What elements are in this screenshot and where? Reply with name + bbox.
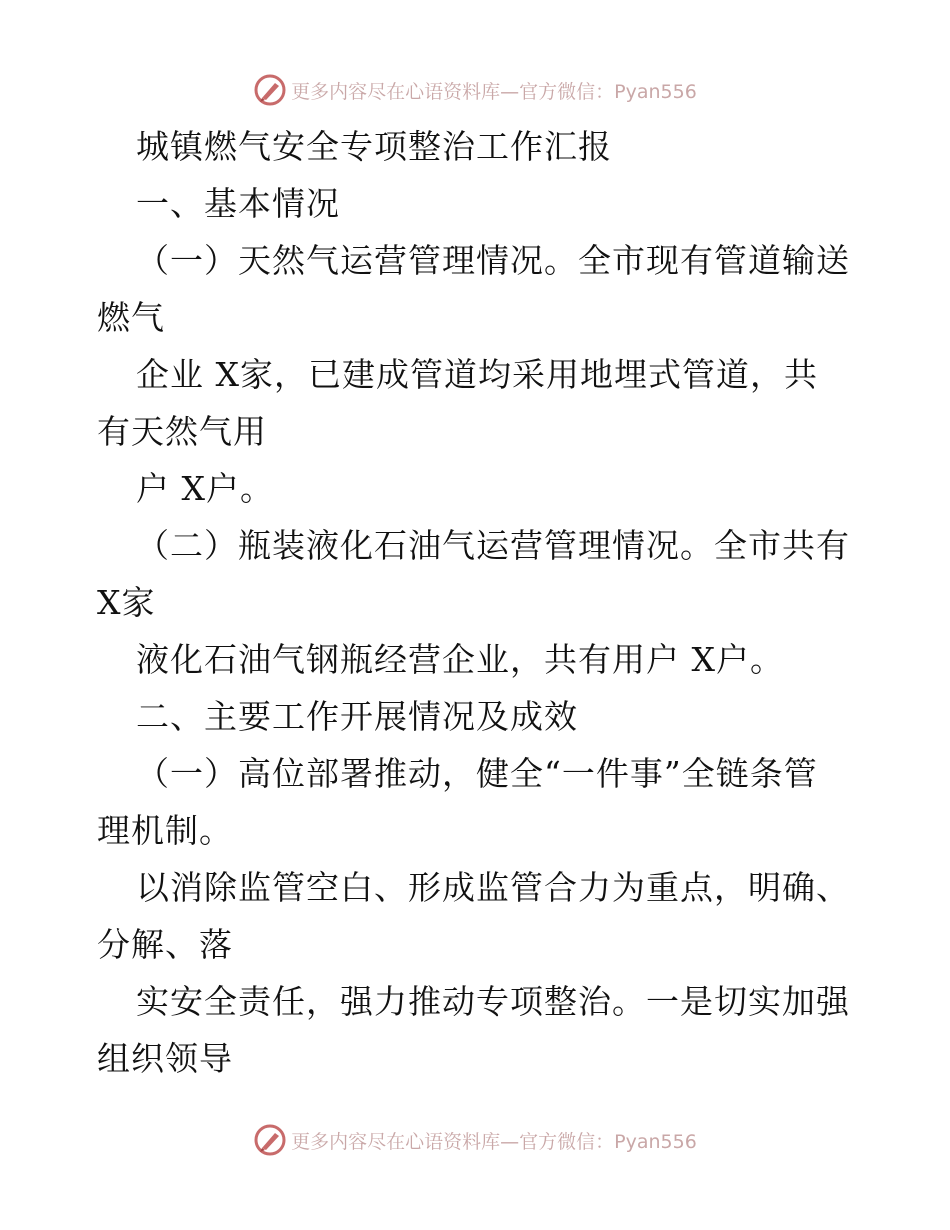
text-line: 二、主要工作开展情况及成效 [136, 697, 578, 736]
text-line: 实安全责任，强力推动专项整治。一是切实加强 [136, 982, 850, 1021]
text-line: 户 X户。 [136, 469, 274, 508]
text-line: （二）瓶装液化石油气运营管理情况。全市共有 [136, 526, 850, 565]
text-line: 理机制。 [97, 811, 233, 850]
text-line: （一）天然气运营管理情况。全市现有管道输送 [136, 241, 850, 280]
text-line: 企业 X家，已建成管道均采用地埋式管道，共 [136, 355, 818, 394]
footer-watermark-inner [253, 1123, 697, 1157]
text-line: 组织领导 [97, 1039, 233, 1078]
text-line: 城镇燃气安全专项整治工作汇报 [136, 127, 612, 166]
text-line: 液化石油气钢瓶经营企业，共有用户 X户。 [136, 640, 784, 679]
text-line: 以消除监管空白、形成监管合力为重点，明确、 [136, 868, 850, 907]
header-watermark-inner [253, 73, 697, 107]
text-line: 有天然气用 [97, 412, 267, 451]
pen-circle-icon [253, 73, 287, 107]
text-line: 一、基本情况 [136, 184, 340, 223]
header-watermark [0, 70, 950, 110]
document-body [97, 118, 857, 1087]
text-line: 分解、落 [97, 925, 233, 964]
text-line: 燃气 [97, 298, 165, 337]
watermark-text: 更多内容尽在心语资料库—官方微信：Pyan556 [291, 1130, 697, 1153]
footer-watermark [0, 1120, 950, 1160]
text-line: （一）高位部署推动，健全“一件事”全链条管 [136, 754, 818, 793]
watermark-text: 更多内容尽在心语资料库—官方微信：Pyan556 [291, 80, 697, 103]
text-line: X家 [97, 583, 156, 622]
pen-circle-icon [253, 1123, 287, 1157]
